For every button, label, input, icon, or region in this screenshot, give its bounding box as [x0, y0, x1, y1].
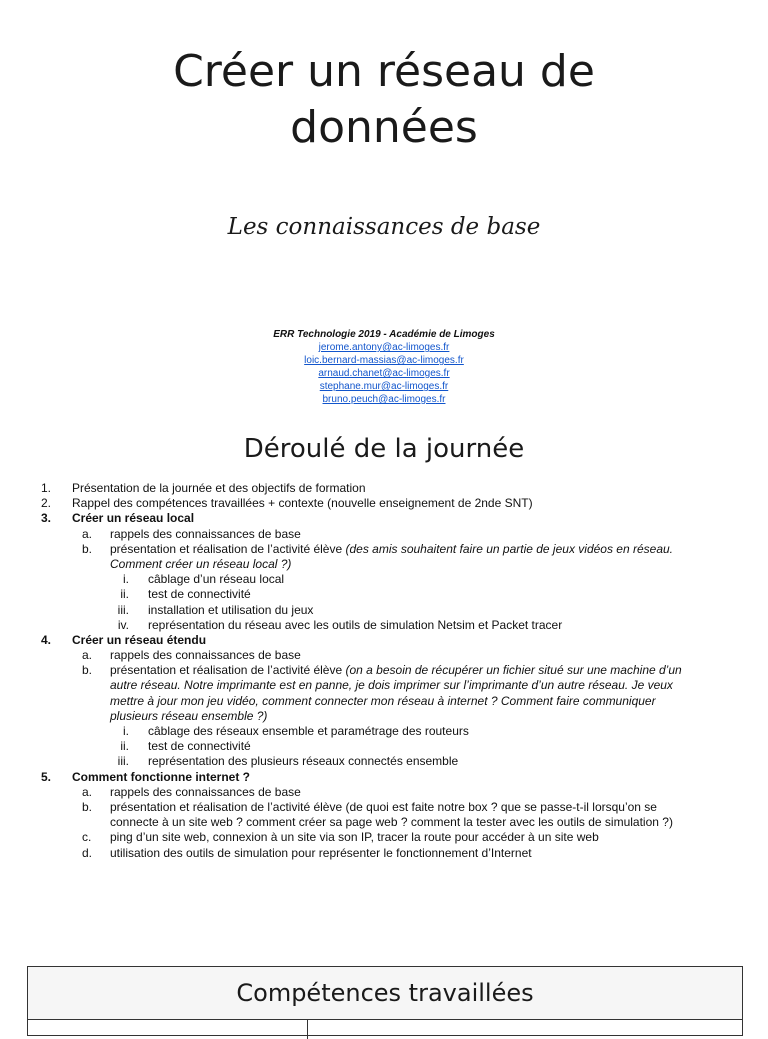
list-letter: c.	[82, 830, 92, 845]
list-item	[0, 496, 768, 511]
list-roman: i.	[123, 724, 129, 738]
organisation-line: ERR Technologie 2019 - Académie de Limoges	[273, 329, 495, 340]
skills-table	[27, 966, 743, 1036]
list-item	[0, 511, 768, 526]
list-subsubitem	[0, 739, 768, 754]
skills-table-heading: Compétences travaillées	[28, 967, 742, 1020]
list-roman: i.	[123, 572, 129, 587]
list-letter: a.	[82, 648, 93, 663]
email-link-bruno-peuch[interactable]: bruno.peuch@ac-limoges.fr	[322, 394, 446, 405]
list-subitem-text: rappels des connaissances de base	[110, 784, 301, 799]
title-line-1: Créer un réseau de	[173, 46, 595, 97]
title-line-2: données	[290, 102, 478, 153]
list-letter: a.	[82, 784, 93, 799]
list-subitem-continuation	[0, 694, 768, 709]
list-subitem-text: ping d’un site web, connexion à un site via son IP, tracer la route pour accéder à un site web	[110, 830, 599, 845]
list-item-text: Créer un réseau local	[72, 511, 195, 526]
list-roman: iii.	[117, 602, 129, 617]
list-item-text: Créer un réseau étendu	[72, 632, 207, 647]
list-subitem	[0, 527, 768, 542]
text-italic: plusieurs réseau ensemble ?)	[110, 708, 268, 723]
list-subitem	[0, 785, 768, 800]
list-roman: iv.	[117, 617, 129, 632]
list-subsubitem	[0, 754, 768, 769]
list-item-text: Présentation de la journée et des objectifs de formation	[72, 481, 366, 495]
list-item	[0, 770, 768, 785]
document-title	[0, 44, 768, 156]
list-item-text: Rappel des compétences travaillées + contexte (nouvelle enseignement de 2nde SNT)	[72, 496, 533, 511]
list-subitem-text: connecte à un site web ? comment créer sa page web ? comment la tester avec les outils de simulation ?)	[110, 815, 673, 830]
list-subsubitem-text: installation et utilisation du jeux	[148, 602, 314, 617]
document-subtitle: Les connaissances de base	[227, 214, 541, 240]
list-item-text: Comment fonctionne internet ?	[72, 769, 250, 784]
email-link-arnaud-chanet[interactable]: arnaud.chanet@ac-limoges.fr	[318, 368, 450, 379]
list-number: 5.	[41, 769, 52, 784]
list-subitem	[0, 830, 768, 845]
list-letter: b.	[82, 663, 93, 678]
text-italic: mettre à jour mon jeu vidéo, comment connecter mon réseau à internet ? Comment faire communiquer	[110, 693, 656, 708]
list-subitem	[0, 663, 768, 678]
list-number: 4.	[41, 632, 52, 647]
list-subitem-continuation	[0, 815, 768, 830]
list-subitem	[0, 648, 768, 663]
list-number: 3.	[41, 511, 52, 526]
email-link-jerome-antony[interactable]: jerome.antony@ac-limoges.fr	[318, 342, 450, 353]
list-roman: ii.	[120, 587, 129, 602]
list-number: 2.	[41, 496, 52, 511]
email-link-loic-bernard-massias[interactable]: loic.bernard-massias@ac-limoges.fr	[304, 355, 464, 366]
agenda-heading: Déroulé de la journée	[243, 434, 525, 464]
list-subsubitem	[0, 587, 768, 602]
list-subitem-continuation	[0, 557, 768, 572]
list-subsubitem	[0, 618, 768, 633]
list-subsubitem-text: câblage des réseaux ensemble et paramétrage des routeurs	[148, 724, 469, 738]
agenda-list	[0, 481, 768, 861]
list-letter: d.	[82, 845, 93, 860]
list-item	[0, 481, 768, 496]
list-subitem-text	[110, 663, 682, 678]
list-subsubitem	[0, 572, 768, 587]
list-subsubitem	[0, 603, 768, 618]
list-subitem	[0, 846, 768, 861]
email-link-stephane-mur[interactable]: stephane.mur@ac-limoges.fr	[319, 381, 449, 392]
list-subsubitem-text: représentation des plusieurs réseaux connectés ensemble	[148, 754, 459, 769]
text-italic: autre réseau. Notre imprimante est en panne, je dois imprimer sur l’imprimante d’un autre réseau. Je veux	[110, 678, 673, 693]
text-italic: (on a besoin de récupérer un fichier situé sur une machine d’un	[345, 663, 682, 678]
list-subitem	[0, 800, 768, 815]
list-subitem-text	[110, 542, 673, 557]
list-letter: b.	[82, 799, 93, 814]
list-letter: b.	[82, 541, 93, 556]
list-subsubitem-text: test de connectivité	[148, 587, 251, 602]
list-roman: iii.	[117, 754, 129, 769]
list-subitem-text: présentation et réalisation de l’activité élève (de quoi est faite notre box ? que se passe-t-il lorsqu’on se	[110, 799, 657, 814]
list-roman: ii.	[120, 739, 129, 754]
text-plain: présentation et réalisation de l’activité élève	[110, 541, 346, 556]
table-column-divider	[307, 1019, 308, 1039]
text-plain: présentation et réalisation de l’activité élève	[110, 663, 346, 678]
list-item	[0, 633, 768, 648]
text-italic: Comment créer un réseau local ?)	[110, 556, 292, 571]
list-subsubitem-text: test de connectivité	[148, 739, 251, 754]
list-subitem-continuation	[0, 678, 768, 693]
list-subitem	[0, 542, 768, 557]
list-subitem-text: rappels des connaissances de base	[110, 648, 301, 663]
list-subitem-continuation	[0, 709, 768, 724]
list-subsubitem-text: câblage d’un réseau local	[148, 572, 285, 587]
list-subsubitem-text: représentation du réseau avec les outils de simulation Netsim et Packet tracer	[148, 617, 563, 632]
list-subitem-text: utilisation des outils de simulation pour représenter le fonctionnement d’Internet	[110, 845, 532, 860]
contact-block	[0, 328, 768, 406]
list-letter: a.	[82, 526, 93, 541]
list-number: 1.	[41, 481, 52, 495]
list-subitem-text: rappels des connaissances de base	[110, 526, 301, 541]
text-italic: (des amis souhaitent faire un partie de jeux vidéos en réseau.	[345, 541, 674, 556]
list-subsubitem	[0, 724, 768, 739]
